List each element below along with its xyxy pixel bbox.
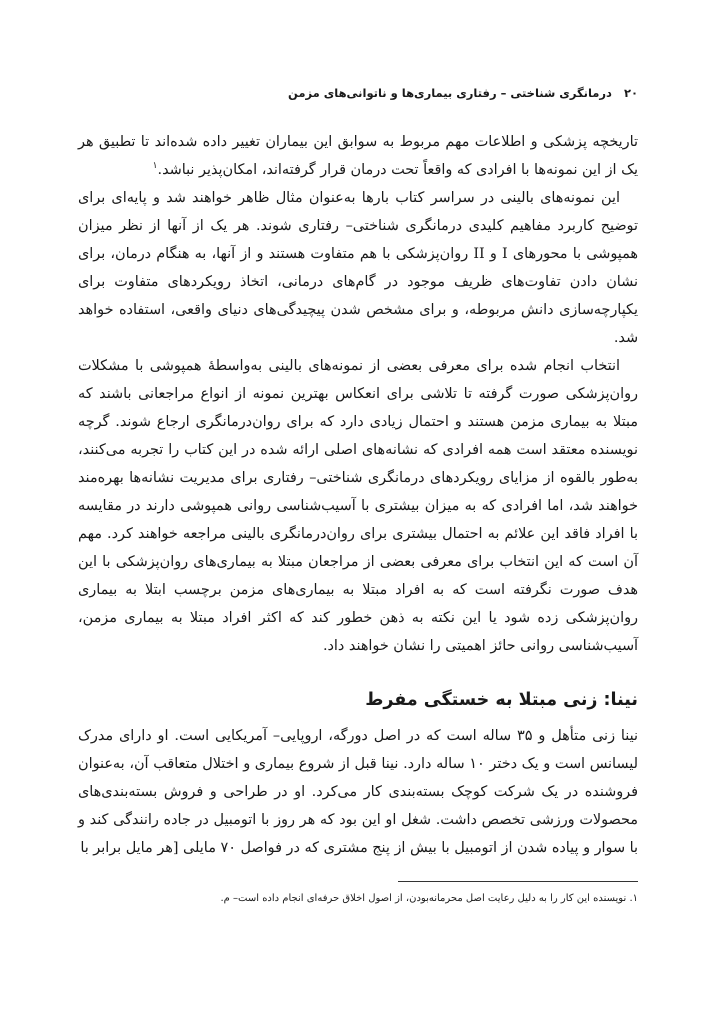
paragraph-1-text: تاریخچه پزشکی و اطلاعات مهم مربوط به سوابق این بیماران تغییر داده شده‌اند تا تطبیق هر یک از این نمونه‌ها با افرادی که واقعاً تحت درمان قرار گرفته‌اند، امکان‌پذیر نباشد. <box>78 134 638 178</box>
section-heading: نینا: زنی مبتلا به خستگی مفرط <box>365 690 638 710</box>
book-page <box>78 86 639 904</box>
paragraph-2: این نمونه‌های بالینی در سراسر کتاب بارها به‌عنوان مثال ظاهر خواهند شد و پایه‌ای برای توضیح کاربرد مفاهیم کلیدی درمانگری شناختی– رفتاری شوند. هر یک از آنها از نظر میزان همپوشی با محورهای I و II روان‌پزشکی با هم متفاوت هستند و از آنها، به هنگام درمان، برای نشان دادن تفاوت‌های ظریف موجود در گام‌های درمانی، اتخاذ رویکردهای متفاوت برای یکپارچه‌سازی دانش مربوطه، و برای مشخص شدن پیچیدگی‌های دنیای واقعی، استفاده خواهد شد. <box>78 190 639 346</box>
running-head <box>78 86 638 108</box>
section-paragraph: نینا زنی متأهل و ۳۵ ساله است که در اصل دورگه، اروپایی– آمریکایی است. او دارای مدرک لیسانس است و یک دختر ۱۰ ساله دارد. نینا قبل از شروع بیماری و اختلال متعاقب آن، به‌عنوان فروشنده در یک شرکت کوچک بسته‌بندی کار می‌کرد. او در طراحی و فروش بسته‌بندی‌های محصولات ورزشی تخصص داشت. شغل او این بود که هر روز با اتومبیل در جاده رانندگی کند و با سوار و پیاده شدن از اتومبیل با بیش از پنج مشتری که در فواصل ۷۰ مایلی [هر مایل برابر با <box>78 728 639 856</box>
paragraph-3: انتخاب انجام شده برای معرفی بعضی از نمونه‌های بالینی به‌واسطهٔ همپوشی با مشکلات روان‌پزشکی صورت گرفته تا تلاشی برای انعکاس بهترین نمونه از انواع مراجعانی باشند که مبتلا به بیماری مزمن هستند و احتمال زیادی دارد که برای روان‌درمانگری ارجاع شوند. گرچه نویسنده معتقد است همه افرادی که نشانه‌های اصلی ارائه شده در این کتاب را تجربه می‌کنند، به‌طور بالقوه از مزایای رویکردهای درمانگری شناختی– رفتاری برای مدیریت نشانه‌ها بهره‌مند خواهند شد، اما افرادی که به میزان بیشتری با آسیب‌شناسی روانی همپوشی دارند در مقایسه با افراد فاقد این علائم به احتمال بیشتری برای روان‌درمانگری بالینی مراجعه خواهند کرد. مهم آن است که این انتخاب برای معرفی بعضی از مراجعان مبتلا به بیماری‌های روان‌پزشکی با این هدف صورت نگرفته است که به افراد مبتلا به بیماری‌های مزمن برچسب ابتلا به بیماری روان‌پزشکی زده شود یا این نکته به ذهن خطور کند که اکثر افراد مبتلا به بیماری مزمن، آسیب‌شناسی روانی حائز اهمیتی را نشان خواهند داد. <box>78 358 638 654</box>
running-title: درمانگری شناختی – رفتاری بیماری‌ها و ناتوانی‌های مزمن <box>287 86 612 100</box>
footnote-divider <box>398 881 638 882</box>
footnote-marker: ۱ <box>152 161 158 172</box>
paragraph-1 <box>78 128 638 184</box>
body-text <box>78 128 638 862</box>
page-number: ۲۰ <box>623 86 638 100</box>
footnote: ۱. نویسنده این کار را به دلیل رعایت اصل محرمانه‌بودن، از اصول اخلاق حرفه‌ای انجام داده است– م. <box>220 893 638 904</box>
